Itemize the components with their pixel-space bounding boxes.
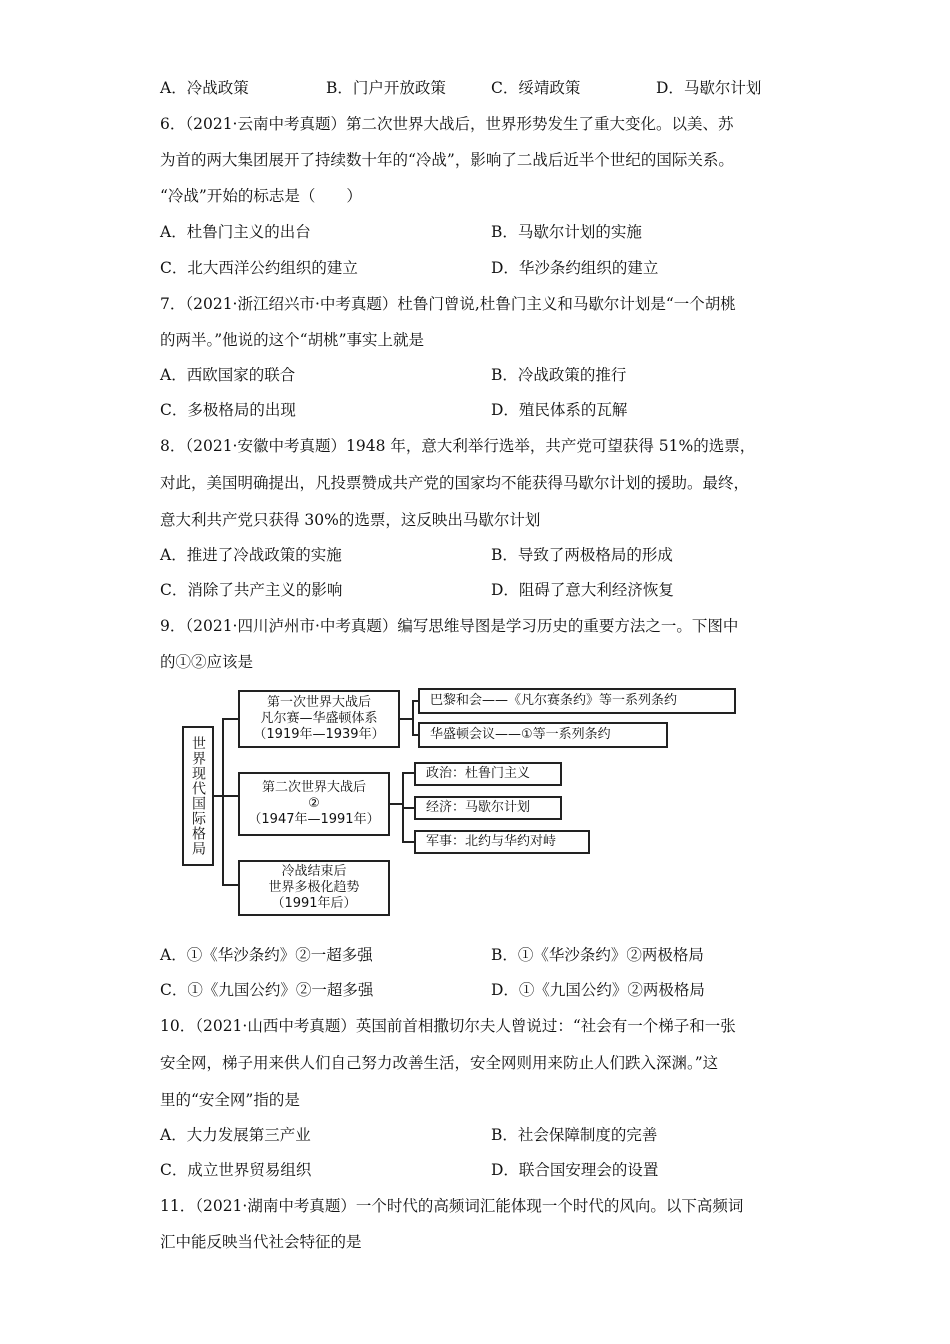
q9-stem-line-2: 的①②应该是 [160, 653, 254, 671]
q7-option-b[interactable]: B．冷战政策的推行 [491, 366, 627, 384]
q10-option-d[interactable]: D．联合国安理会的设置 [491, 1161, 659, 1179]
q10-option-c[interactable]: C．成立世界贸易组织 [160, 1161, 312, 1179]
leaf-politics: 政治：杜鲁门主义 [414, 762, 562, 786]
branch-post-cold-war-line-2: 世界多极化趋势 [268, 880, 360, 895]
connector-line [222, 884, 238, 886]
leaf-washington-conference: 华盛顿会议——①等一系列条约 [418, 722, 668, 748]
q10-stem-line-1: 10．（2021·山西中考真题）英国前首相撒切尔夫人曾说过：“社会有一个梯子和一张 [160, 1017, 736, 1035]
q9-stem-line-1: 9．（2021·四川泸州市·中考真题）编写思维导图是学习历史的重要方法之一。下图中 [160, 617, 739, 635]
q11-stem-line-1: 11．（2021·湖南中考真题）一个时代的高频词汇能体现一个时代的风向。以下高频词 [160, 1197, 744, 1215]
mind-map-root: 世界现代国际格局 [182, 726, 214, 866]
connector-line [402, 841, 414, 843]
branch-ww1-line-2: 凡尔赛—华盛顿体系 [260, 711, 378, 726]
q9-option-b[interactable]: B．①《华沙条约》②两极格局 [491, 946, 704, 964]
q9-option-a[interactable]: A．①《华沙条约》②一超多强 [160, 946, 373, 964]
q8-option-b[interactable]: B．导致了两极格局的形成 [491, 546, 673, 564]
q6-stem-line-1: 6．（2021·云南中考真题）第二次世界大战后，世界形势发生了重大变化。以美、苏 [160, 115, 734, 133]
branch-ww2-line-1: 第二次世界大战后 [261, 780, 366, 795]
connector-line [412, 700, 414, 736]
q8-option-a[interactable]: A．推进了冷战政策的实施 [160, 546, 342, 564]
connector-line [222, 795, 238, 797]
leaf-economy: 经济：马歇尔计划 [414, 796, 562, 820]
q11-stem-line-2: 汇中能反映当代社会特征的是 [160, 1233, 362, 1251]
connector-line [402, 772, 414, 774]
q8-option-d[interactable]: D．阻碍了意大利经济恢复 [491, 581, 674, 599]
q5-option-c[interactable]: C．绥靖政策 [491, 79, 581, 97]
branch-post-cold-war-line-3: （1991年后） [271, 896, 357, 911]
q6-option-c[interactable]: C．北大西洋公约组织的建立 [160, 259, 358, 277]
leaf-paris-conference: 巴黎和会——《凡尔赛条约》等一系列条约 [418, 688, 736, 714]
branch-ww2-box [238, 772, 390, 836]
q8-stem-line-1: 8．（2021·安徽中考真题）1948 年，意大利举行选举，共产党可望获得 51%的选票， [160, 437, 756, 455]
connector-line [222, 718, 224, 886]
q6-option-b[interactable]: B．马歇尔计划的实施 [491, 223, 642, 241]
branch-ww1-line-1: 第一次世界大战后 [266, 695, 371, 710]
q10-option-a[interactable]: A．大力发展第三产业 [160, 1126, 311, 1144]
branch-post-cold-war-box [238, 860, 390, 916]
branch-ww1-box [238, 690, 400, 748]
connector-line [214, 795, 222, 797]
q6-stem-line-3: “冷战”开始的标志是（ ） [160, 187, 362, 205]
q6-stem-line-2: 为首的两大集团展开了持续数十年的“冷战”，影响了二战后近半个世纪的国际关系。 [160, 151, 734, 169]
leaf-military: 军事：北约与华约对峙 [414, 830, 590, 854]
q10-option-b[interactable]: B．社会保障制度的完善 [491, 1126, 658, 1144]
q9-option-d[interactable]: D．①《九国公约》②两极格局 [491, 981, 705, 999]
q6-option-d[interactable]: D．华沙条约组织的建立 [491, 259, 659, 277]
q7-option-d[interactable]: D．殖民体系的瓦解 [491, 401, 628, 419]
q5-option-a[interactable]: A．冷战政策 [160, 79, 249, 97]
q8-stem-line-2: 对此，美国明确提出，凡投票赞成共产党的国家均不能获得马歇尔计划的援助。最终， [160, 474, 750, 492]
q7-option-c[interactable]: C．多极格局的出现 [160, 401, 296, 419]
connector-line [222, 718, 238, 720]
q10-stem-line-3: 里的“安全网”指的是 [160, 1091, 300, 1109]
branch-ww2-line-3: （1947年—1991年） [248, 812, 380, 827]
q7-stem-line-1: 7．（2021·浙江绍兴市·中考真题）杜鲁门曾说,杜鲁门主义和马歇尔计划是“一个胡桃 [160, 295, 736, 313]
q8-stem-line-3: 意大利共产党只获得 30%的选票，这反映出马歇尔计划 [160, 511, 541, 529]
mind-map-diagram [180, 688, 740, 920]
q8-option-c[interactable]: C．消除了共产主义的影响 [160, 581, 343, 599]
q7-stem-line-2: 的两半。”他说的这个“胡桃”事实上就是 [160, 331, 425, 349]
q9-option-c[interactable]: C．①《九国公约》②一超多强 [160, 981, 374, 999]
q5-option-b[interactable]: B．门户开放政策 [326, 79, 446, 97]
connector-line [402, 807, 414, 809]
branch-ww1-line-3: （1919年—1939年） [253, 727, 385, 742]
q5-option-d[interactable]: D．马歇尔计划 [656, 79, 762, 97]
q10-stem-line-2: 安全网，梯子用来供人们自己努力改善生活，安全网则用来防止人们跌入深渊。”这 [160, 1054, 719, 1072]
q6-option-a[interactable]: A．杜鲁门主义的出台 [160, 223, 311, 241]
q7-option-a[interactable]: A．西欧国家的联合 [160, 366, 296, 384]
branch-post-cold-war-line-1: 冷战结束后 [281, 864, 347, 879]
branch-ww2-line-2: ② [308, 796, 320, 811]
